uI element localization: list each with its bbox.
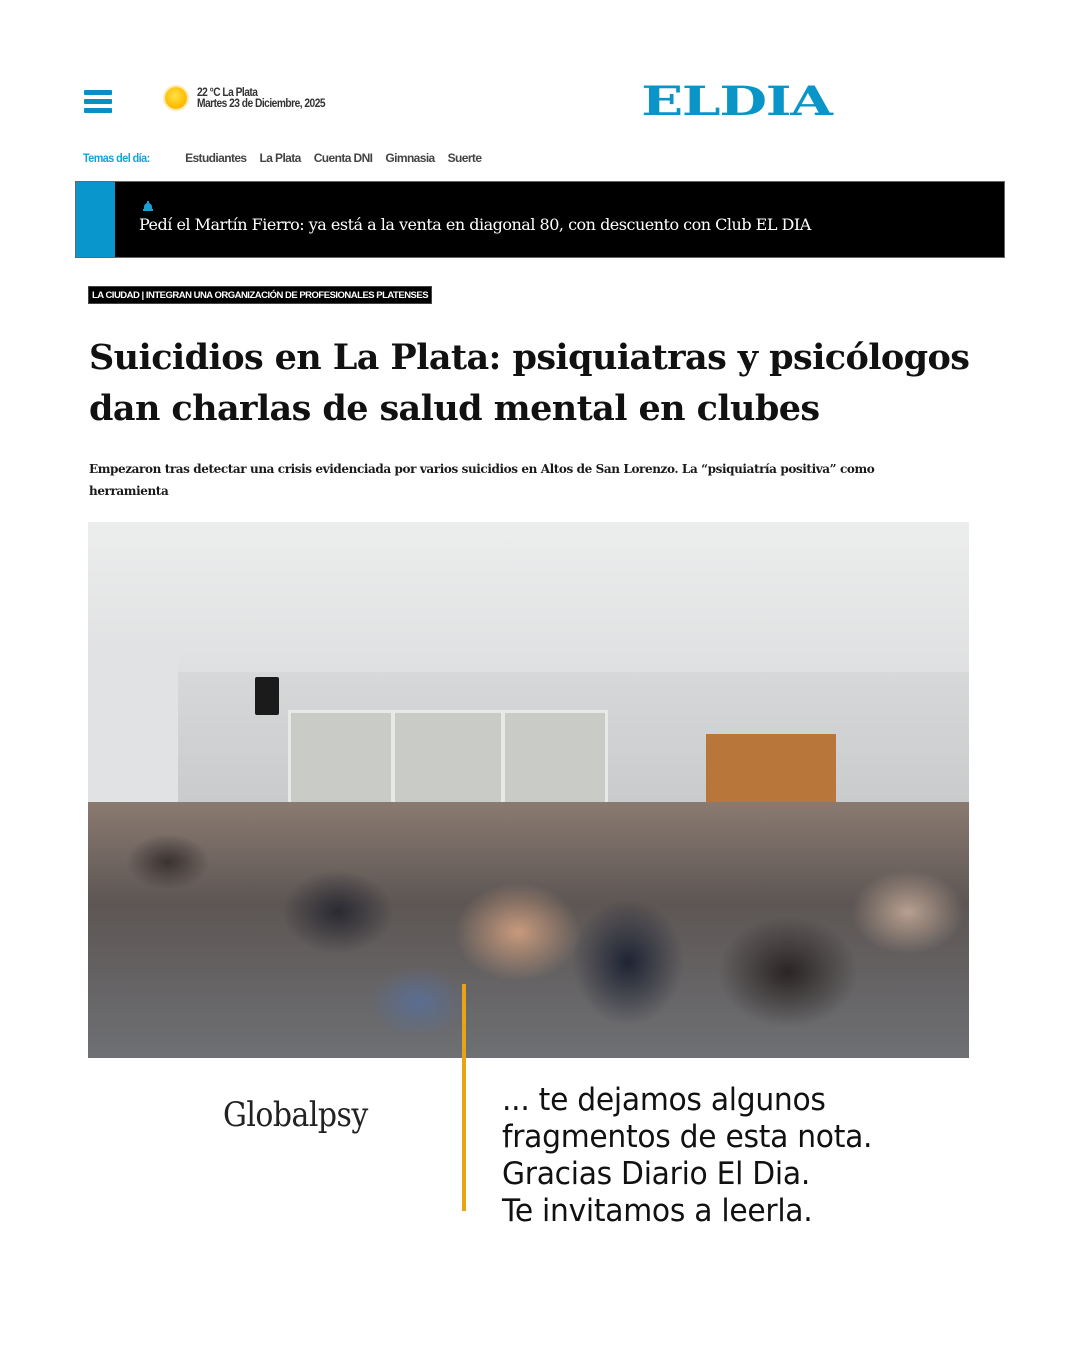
promo-banner[interactable] xyxy=(75,181,1005,258)
banner-text[interactable]: Pedí el Martín Fierro: ya está a la venta en diagonal 80, con descuento con Club EL DIA xyxy=(139,215,811,234)
deck-line: herramienta xyxy=(89,484,169,498)
topics-label: Temas del día: xyxy=(83,151,150,165)
brand-name: Globalpsy xyxy=(223,1095,368,1135)
banner-accent-bar xyxy=(76,182,115,257)
vertical-divider xyxy=(462,984,466,1211)
weather-widget xyxy=(197,87,325,109)
logo-text: ELDIA xyxy=(641,77,832,125)
headline-line: Suicidios en La Plata: psiquiatras y psicólogos xyxy=(89,337,970,378)
weather-date: Martes 23 de Diciembre, 2025 xyxy=(197,96,326,110)
hamburger-icon-bar xyxy=(84,90,112,95)
hamburger-icon-bar xyxy=(84,99,112,104)
note-line: Gracias Diario El Dia. xyxy=(502,1156,811,1192)
topic-link-estudiantes[interactable]: Estudiantes xyxy=(185,151,247,165)
article-kicker: LA CIUDAD | INTEGRAN UNA ORGANIZACIÓN DE PROFESIONALES PLATENSES xyxy=(88,286,432,304)
bell-icon xyxy=(143,201,153,212)
photo-ceiling xyxy=(88,522,969,672)
note-line: ... te dejamos algunos xyxy=(502,1082,826,1118)
topic-link-suerte[interactable]: Suerte xyxy=(447,151,482,165)
deck-line: Empezaron tras detectar una crisis evidenciada por varios suicidios en Altos de San Lorenzo. La “psiquiatría positiva” como xyxy=(89,462,875,476)
photo-speaker xyxy=(255,677,279,715)
topic-link-gimnasia[interactable]: Gimnasia xyxy=(385,151,435,165)
hamburger-icon-bar xyxy=(84,108,112,113)
menu-button[interactable] xyxy=(84,90,112,114)
photo-wall xyxy=(88,647,178,822)
headline-line: dan charlas de salud mental en clubes xyxy=(89,388,820,429)
note-line: fragmentos de esta nota. xyxy=(502,1119,873,1155)
photo-audience xyxy=(88,802,969,1058)
topics-bar xyxy=(83,151,494,165)
footer-note xyxy=(502,1082,872,1230)
sun-icon xyxy=(165,87,187,109)
article-deck xyxy=(89,458,979,502)
article-headline xyxy=(89,332,1019,434)
article-photo xyxy=(88,522,969,1058)
topic-link-la-plata[interactable]: La Plata xyxy=(259,151,301,165)
site-logo[interactable] xyxy=(589,77,884,125)
photo-windows xyxy=(288,710,608,810)
topic-link-cuenta-dni[interactable]: Cuenta DNI xyxy=(313,151,373,165)
weather-temperature: 22 °C La Plata xyxy=(197,85,258,99)
note-line: Te invitamos a leerla. xyxy=(502,1193,813,1229)
